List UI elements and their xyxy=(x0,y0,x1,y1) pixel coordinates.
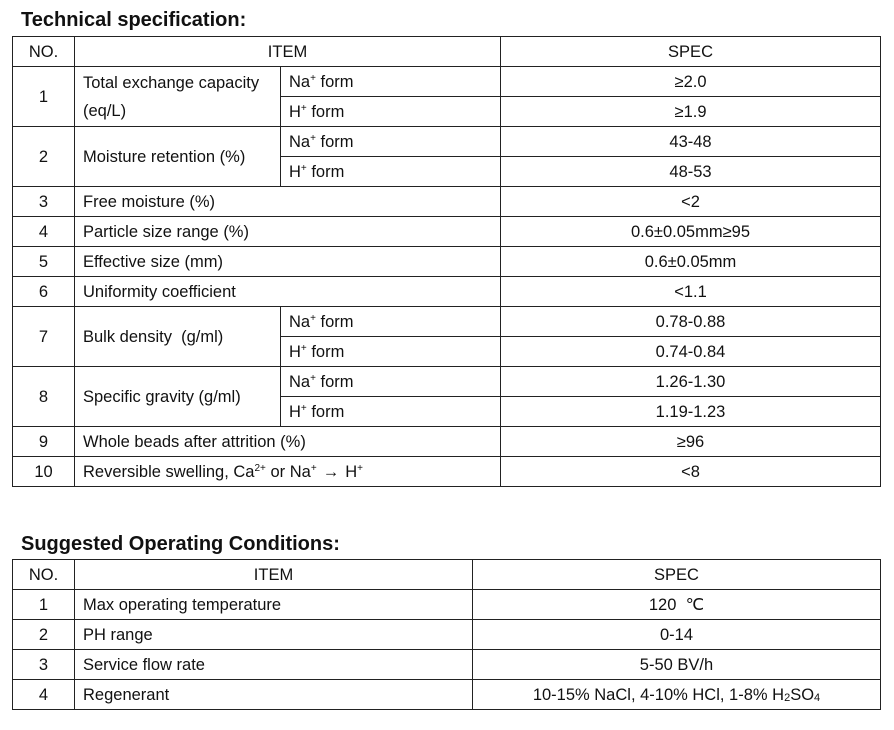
table-row xyxy=(13,67,881,97)
row-item: Effective size (mm) xyxy=(75,247,501,277)
row-spec: 10-15% NaCl, 4-10% HCl, 1-8% $H_2SO_4$ xyxy=(473,680,881,710)
row-item: Particle size range (%) xyxy=(75,217,501,247)
operating-conditions-title: Suggested Operating Conditions: xyxy=(21,533,340,555)
row-spec: 5-50 BV/h xyxy=(473,650,881,680)
table-row xyxy=(13,367,881,397)
row-item: Moisture retention (%) xyxy=(75,127,281,187)
table-row xyxy=(13,427,881,457)
row-form: H+ form xyxy=(281,397,501,427)
row-item: Total exchange capacity (eq/L) xyxy=(75,67,281,127)
row-spec: 1.19-1.23 xyxy=(501,397,881,427)
row-spec: <2 xyxy=(501,187,881,217)
row-form: Na+ form xyxy=(281,127,501,157)
table-row xyxy=(13,307,881,337)
row-form: Na+ form xyxy=(281,307,501,337)
row-item: Specific gravity (g/ml) xyxy=(75,367,281,427)
row-spec: 0.6±0.05mm xyxy=(501,247,881,277)
table-row xyxy=(13,187,881,217)
row-item: Service flow rate xyxy=(75,650,473,680)
row-form: H+ form xyxy=(281,97,501,127)
row-form: Na+ form xyxy=(281,367,501,397)
table-row xyxy=(13,277,881,307)
row-no: 8 xyxy=(13,367,75,427)
row-no: 7 xyxy=(13,307,75,367)
row-spec: 0-14 xyxy=(473,620,881,650)
row-spec: ≥96 xyxy=(501,427,881,457)
row-no: 6 xyxy=(13,277,75,307)
row-form: H+ form xyxy=(281,337,501,367)
row-form: H+ form xyxy=(281,157,501,187)
table-header-row xyxy=(13,560,881,590)
row-item: Whole beads after attrition (%) xyxy=(75,427,501,457)
table-row xyxy=(13,590,881,620)
row-spec: 48-53 xyxy=(501,157,881,187)
row-spec: 120 ℃ xyxy=(473,590,881,620)
header-item: ITEM xyxy=(75,560,473,590)
row-spec: 0.74-0.84 xyxy=(501,337,881,367)
row-spec: 0.78-0.88 xyxy=(501,307,881,337)
row-no: 1 xyxy=(13,67,75,127)
header-item: ITEM xyxy=(75,37,501,67)
table-row xyxy=(13,457,881,487)
header-no: NO. xyxy=(13,37,75,67)
header-no: NO. xyxy=(13,560,75,590)
table-row xyxy=(13,650,881,680)
row-no: 10 xyxy=(13,457,75,487)
table-row xyxy=(13,247,881,277)
row-item: Uniformity coefficient xyxy=(75,277,501,307)
row-spec: <1.1 xyxy=(501,277,881,307)
header-spec: SPEC xyxy=(501,37,881,67)
row-no: 2 xyxy=(13,620,75,650)
tech-spec-table xyxy=(12,36,881,487)
tech-spec-title: Technical specification: xyxy=(21,9,247,31)
arrow-icon: → xyxy=(322,462,340,481)
table-row xyxy=(13,127,881,157)
table-row xyxy=(13,680,881,710)
row-no: 5 xyxy=(13,247,75,277)
table-row xyxy=(13,217,881,247)
row-no: 4 xyxy=(13,217,75,247)
row-form: Na+ form xyxy=(281,67,501,97)
row-item: Bulk density (g/ml) xyxy=(75,307,281,367)
row-spec: 1.26-1.30 xyxy=(501,367,881,397)
row-no: 9 xyxy=(13,427,75,457)
row-no: 3 xyxy=(13,650,75,680)
row-spec: ≥1.9 xyxy=(501,97,881,127)
row-item: Free moisture (%) xyxy=(75,187,501,217)
row-spec: 0.6±0.05mm≥95 xyxy=(501,217,881,247)
row-no: 1 xyxy=(13,590,75,620)
row-spec: ≥2.0 xyxy=(501,67,881,97)
row-item: Reversible swelling, $Ca^{2+}$ or Na+ → H+ xyxy=(75,457,501,487)
header-spec: SPEC xyxy=(473,560,881,590)
row-no: 2 xyxy=(13,127,75,187)
row-no: 4 xyxy=(13,680,75,710)
table-header-row xyxy=(13,37,881,67)
row-item: PH range xyxy=(75,620,473,650)
row-spec: 43-48 xyxy=(501,127,881,157)
row-no: 3 xyxy=(13,187,75,217)
row-spec: <8 xyxy=(501,457,881,487)
row-item: Max operating temperature xyxy=(75,590,473,620)
row-item: Regenerant xyxy=(75,680,473,710)
table-row xyxy=(13,620,881,650)
operating-conditions-table xyxy=(12,559,881,710)
